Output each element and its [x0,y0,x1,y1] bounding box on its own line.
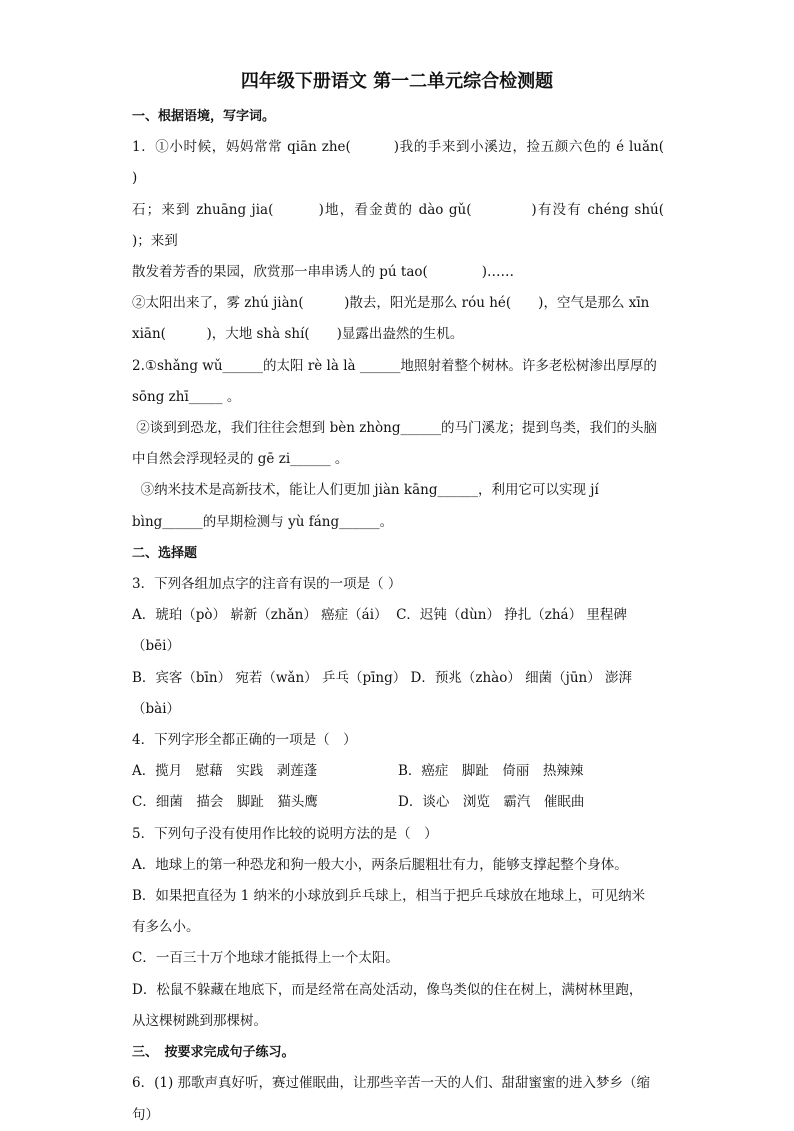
question-1-line: 石；来到 zhuāng jia( )地，看金黄的 dào gǔ( )有没有 chéng shú( )；来到 [132,201,718,249]
question-4-stem: 4．下列字形全都正确的一项是（ ） [132,732,357,749]
option-a: A．揽月 慰藉 实践 剥莲蓬 [132,763,318,780]
question-3-stem: 3．下列各组加点字的注音有误的一项是（ ） [132,576,402,593]
question-2-line: sōng zhī_____ 。 [132,388,241,405]
section-heading-2: 二、选择题 [132,545,198,561]
question-5-option: D．松鼠不躲藏在地底下，而是经常在高处活动，像鸟类似的住在树上，满树林里跑， [132,981,643,998]
question-2-line: 2.①shǎng wǔ______的太阳 rè là là ______地照射着整个树林。许多老松树渗出厚厚的 [132,357,657,374]
question-2-line: 中自然会浮现轻灵的 gē zi______ 。 [132,451,349,468]
question-3-options: A．琥珀（pò） 崭新（zhǎn） 癌症（ái） C．迟钝（dùn） 挣扎（zhá） 里程碑 [132,607,627,624]
question-6-line: 句） [132,1106,159,1123]
question-3-options: B．宾客（bīn） 宛若（wǎn） 乒乓（pīng） D．预兆（zhào） 细菌（jūn） 澎湃 [132,669,633,686]
question-4-row [132,787,664,818]
question-6-line: 6．(1) 那歌声真好听，赛过催眠曲，让那些辛苦一天的人们、甜甜蜜蜜的进入梦乡（缩 [132,1075,651,1092]
question-2-line: ②谈到到恐龙，我们往往会想到 bèn zhòng______的马门溪龙；提到鸟类，我们的头脑 [132,420,657,437]
document-body [132,101,718,1131]
question-1-line: 1．①小时候，妈妈常常 qiān zhe( )我的手来到小溪边，捡五颜六色的 é luǎn( ) [132,139,705,187]
question-2-line: ③纳米技术是高新技术，能让人们更加 jiàn kāng______，利用它可以实现 jí [132,482,599,499]
question-2-line: bìng______的早期检测与 yù fáng______。 [132,513,394,530]
option-b: B．癌症 脚趾 倚丽 热辣辣 [398,763,584,780]
question-1-line: ②太阳出来了，雾 zhú jiàn( )散去，阳光是那么 róu hé( )，空气是那么 xīn [132,295,650,312]
question-5-option: A．地球上的第一种恐龙和狗一般大小，两条后腿粗壮有力，能够支撑起整个身体。 [132,856,628,873]
page-title: 四年级下册语文 第一二单元综合检测题 [240,71,554,92]
question-5-option: C．一百三十万个地球才能抵得上一个太阳。 [132,950,399,967]
question-1-line: xiān( )，大地 shà shí( )显露出盎然的生机。 [132,326,464,343]
question-3-options: （bài） [132,700,181,717]
option-d: D．谈心 浏览 霸汽 催眠曲 [398,794,585,811]
question-4-row [132,756,664,787]
question-5-stem: 5．下列句子没有使用作比较的说明方法的是（ ） [132,825,438,842]
section-heading-3: 三、 按要求完成句子练习。 [132,1045,295,1061]
question-1-line: 散发着芳香的果园，欣赏那一串串诱人的 pú tao( )…… [132,264,515,281]
question-3-options: （bēi） [132,638,180,655]
question-5-option: 有多么小。 [132,919,200,936]
option-c: C．细菌 描会 脚趾 猫头鹰 [132,794,318,811]
question-5-option: 从这棵树跳到那棵树。 [132,1012,267,1029]
section-heading-1: 一、根据语境，写字词。 [132,109,276,124]
question-5-option: B．如果把直径为 1 纳米的小球放到乒乓球上，相当于把乒乓球放在地球上，可见纳米 [132,888,646,905]
